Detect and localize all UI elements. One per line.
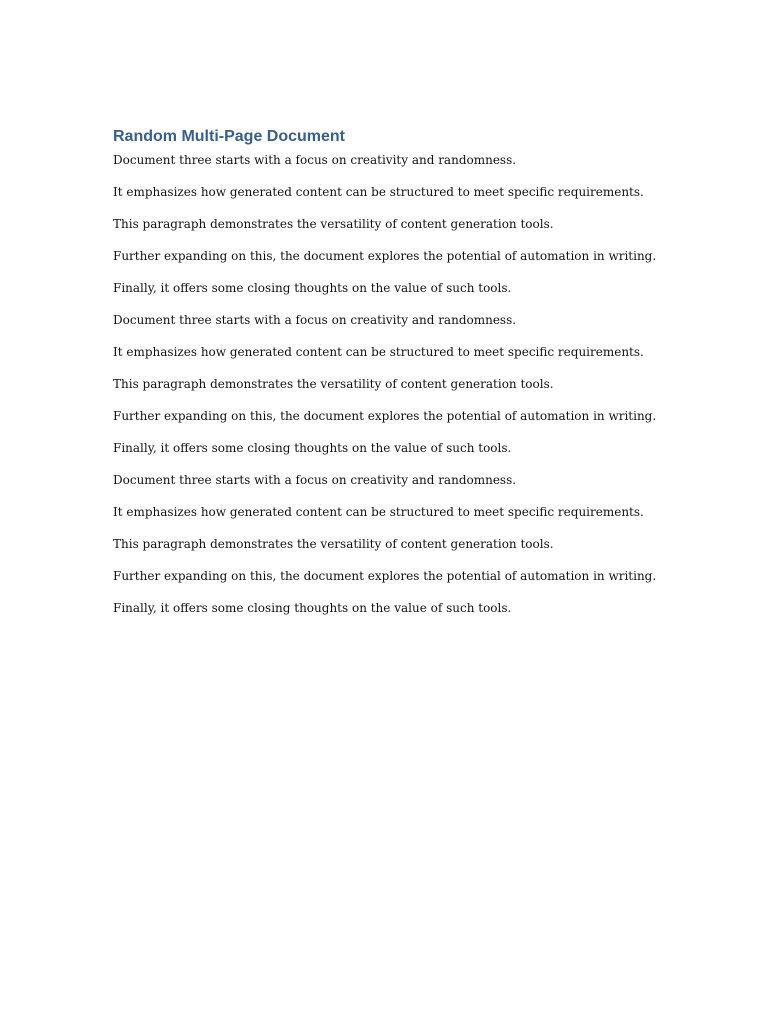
paragraph: It emphasizes how generated content can be structured to meet specific requirements. [113, 345, 644, 359]
paragraph: Finally, it offers some closing thoughts on the value of such tools. [113, 281, 512, 295]
paragraph: It emphasizes how generated content can be structured to meet specific requirements. [113, 505, 644, 519]
document-body [113, 124, 673, 632]
paragraph: It emphasizes how generated content can be structured to meet specific requirements. [113, 185, 644, 199]
paragraph: Further expanding on this, the document explores the potential of automation in writing. [113, 409, 657, 423]
paragraph: Further expanding on this, the document explores the potential of automation in writing. [113, 569, 657, 583]
paragraph: Further expanding on this, the document explores the potential of automation in writing. [113, 249, 657, 263]
paragraph: This paragraph demonstrates the versatility of content generation tools. [113, 377, 554, 391]
paragraph: Document three starts with a focus on creativity and randomness. [113, 313, 517, 327]
paragraph: This paragraph demonstrates the versatility of content generation tools. [113, 217, 554, 231]
paragraph: Finally, it offers some closing thoughts on the value of such tools. [113, 601, 512, 615]
paragraph: Document three starts with a focus on creativity and randomness. [113, 473, 517, 487]
paragraph: This paragraph demonstrates the versatility of content generation tools. [113, 537, 554, 551]
document-title: Random Multi-Page Document [113, 128, 346, 145]
paragraph: Finally, it offers some closing thoughts on the value of such tools. [113, 441, 512, 455]
paragraph: Document three starts with a focus on creativity and randomness. [113, 153, 517, 167]
